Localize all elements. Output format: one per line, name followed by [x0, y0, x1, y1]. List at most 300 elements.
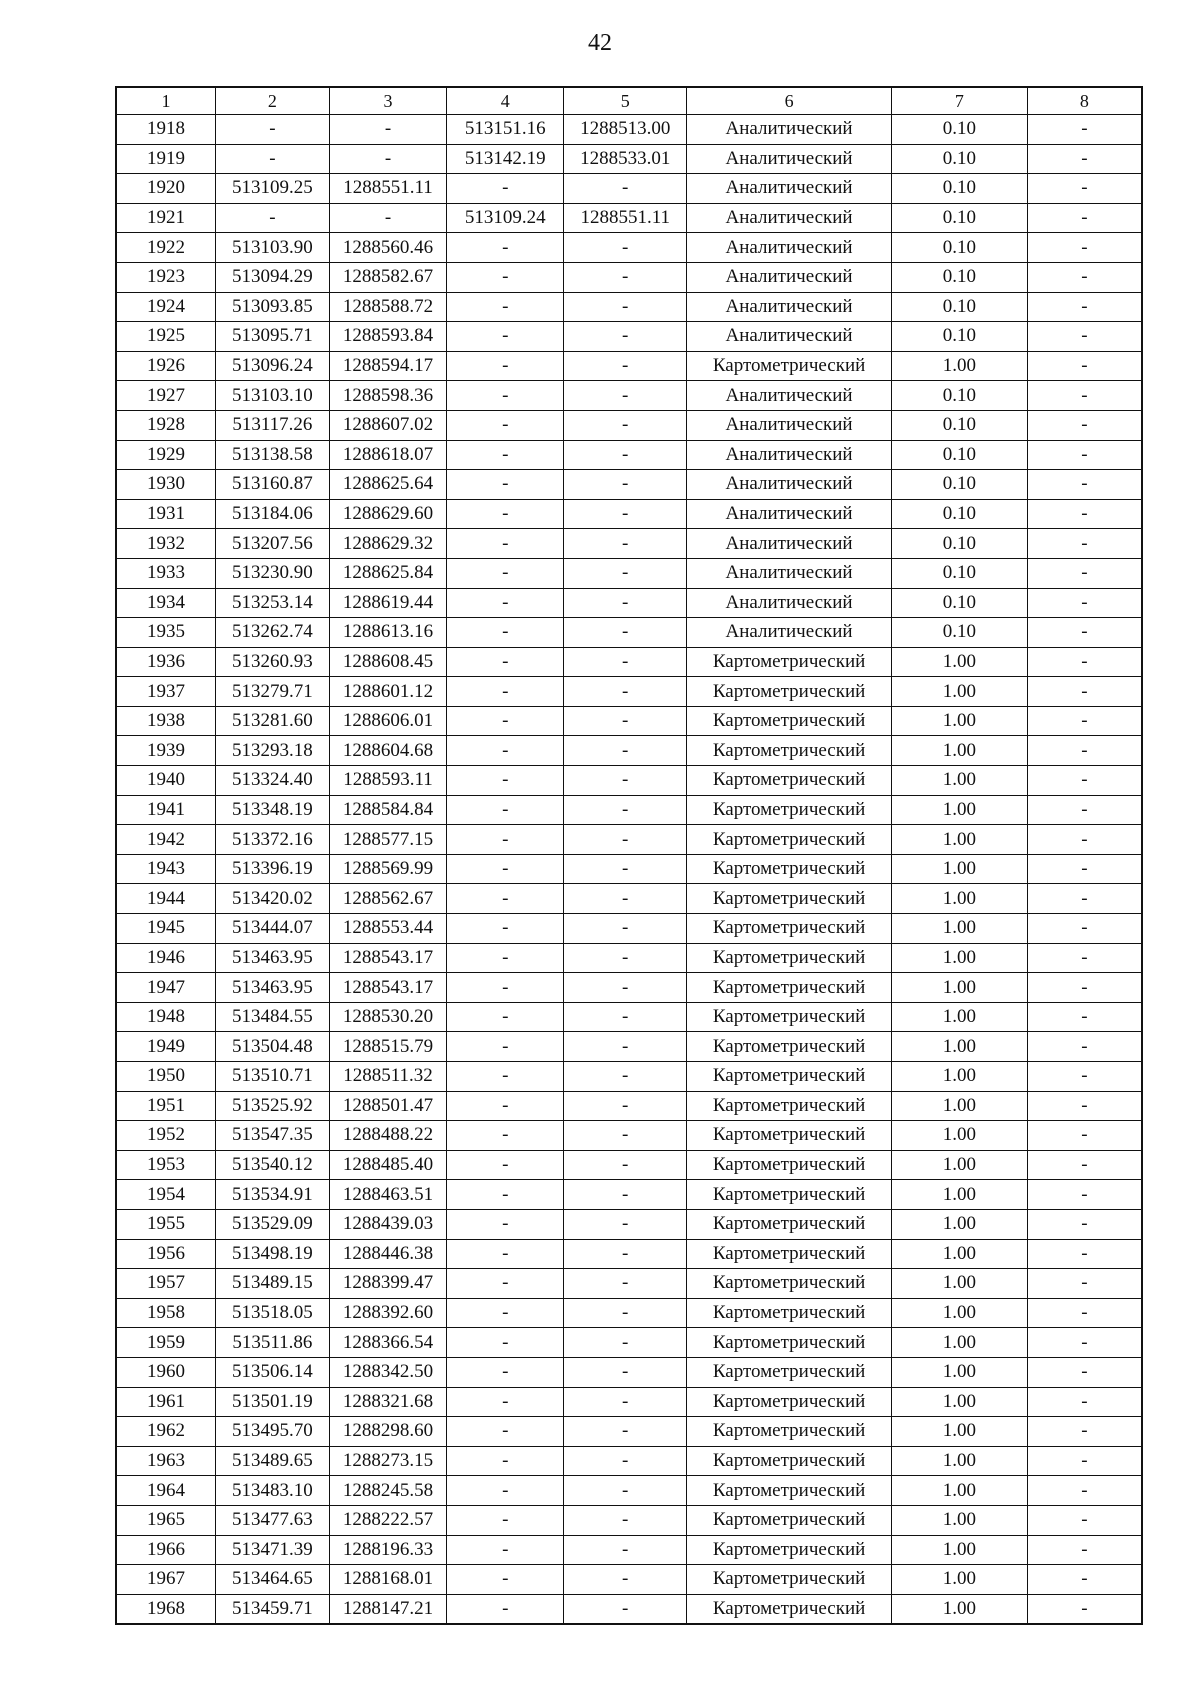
cell-note: - [1027, 1239, 1142, 1269]
cell-method: Аналитический [687, 558, 892, 588]
cell-y-coordinate-alt: - [564, 174, 687, 204]
cell-x-coordinate-alt: - [447, 1002, 564, 1032]
cell-y-coordinate-alt: - [564, 1091, 687, 1121]
cell-x-coordinate: 513396.19 [216, 854, 330, 884]
cell-y-coordinate: 1288222.57 [329, 1505, 447, 1535]
cell-note: - [1027, 115, 1142, 145]
table-row [116, 1091, 1142, 1121]
cell-point-number: 1936 [116, 647, 216, 677]
cell-method: Картометрический [687, 1209, 892, 1239]
table-row [116, 174, 1142, 204]
cell-note: - [1027, 973, 1142, 1003]
cell-point-number: 1937 [116, 677, 216, 707]
cell-x-coordinate-alt: - [447, 499, 564, 529]
table-row [116, 440, 1142, 470]
cell-x-coordinate: 513518.05 [216, 1298, 330, 1328]
cell-method: Картометрический [687, 351, 892, 381]
cell-x-coordinate: 513260.93 [216, 647, 330, 677]
cell-accuracy: 1.00 [891, 1002, 1027, 1032]
cell-y-coordinate: 1288625.84 [329, 558, 447, 588]
cell-x-coordinate-alt: - [447, 1505, 564, 1535]
cell-y-coordinate-alt: - [564, 1180, 687, 1210]
cell-y-coordinate: 1288629.32 [329, 529, 447, 559]
cell-note: - [1027, 410, 1142, 440]
cell-method: Картометрический [687, 854, 892, 884]
cell-accuracy: 1.00 [891, 766, 1027, 796]
cell-point-number: 1924 [116, 292, 216, 322]
cell-note: - [1027, 677, 1142, 707]
cell-y-coordinate: 1288515.79 [329, 1032, 447, 1062]
cell-point-number: 1921 [116, 203, 216, 233]
cell-y-coordinate-alt: - [564, 766, 687, 796]
cell-x-coordinate: 513534.91 [216, 1180, 330, 1210]
cell-y-coordinate-alt: - [564, 647, 687, 677]
cell-x-coordinate-alt: - [447, 1298, 564, 1328]
cell-y-coordinate: 1288321.68 [329, 1387, 447, 1417]
table-row [116, 1062, 1142, 1092]
cell-note: - [1027, 706, 1142, 736]
cell-note: - [1027, 1298, 1142, 1328]
cell-x-coordinate: 513444.07 [216, 914, 330, 944]
cell-x-coordinate: 513483.10 [216, 1476, 330, 1506]
table-row [116, 322, 1142, 352]
cell-x-coordinate-alt: - [447, 973, 564, 1003]
cell-x-coordinate: 513293.18 [216, 736, 330, 766]
cell-point-number: 1940 [116, 766, 216, 796]
cell-note: - [1027, 854, 1142, 884]
cell-note: - [1027, 884, 1142, 914]
cell-x-coordinate-alt: - [447, 588, 564, 618]
cell-y-coordinate-alt: - [564, 558, 687, 588]
cell-method: Картометрический [687, 825, 892, 855]
cell-note: - [1027, 795, 1142, 825]
cell-method: Аналитический [687, 470, 892, 500]
cell-note: - [1027, 1328, 1142, 1358]
cell-point-number: 1932 [116, 529, 216, 559]
cell-point-number: 1964 [116, 1476, 216, 1506]
cell-point-number: 1925 [116, 322, 216, 352]
page-number: 42 [588, 30, 612, 56]
cell-note: - [1027, 618, 1142, 648]
cell-point-number: 1931 [116, 499, 216, 529]
table-row [116, 736, 1142, 766]
cell-accuracy: 0.10 [891, 144, 1027, 174]
cell-note: - [1027, 647, 1142, 677]
table-row [116, 262, 1142, 292]
table-row [116, 1121, 1142, 1151]
cell-point-number: 1938 [116, 706, 216, 736]
cell-y-coordinate: 1288446.38 [329, 1239, 447, 1269]
cell-point-number: 1958 [116, 1298, 216, 1328]
cell-method: Картометрический [687, 736, 892, 766]
cell-accuracy: 0.10 [891, 410, 1027, 440]
table-row [116, 292, 1142, 322]
cell-accuracy: 1.00 [891, 677, 1027, 707]
cell-y-coordinate: 1288298.60 [329, 1417, 447, 1447]
coordinates-table [115, 86, 1143, 1625]
cell-y-coordinate-alt: - [564, 1269, 687, 1299]
cell-y-coordinate-alt: - [564, 795, 687, 825]
cell-x-coordinate-alt: - [447, 1269, 564, 1299]
cell-method: Картометрический [687, 766, 892, 796]
cell-y-coordinate-alt: - [564, 1298, 687, 1328]
cell-x-coordinate: 513477.63 [216, 1505, 330, 1535]
cell-method: Картометрический [687, 647, 892, 677]
cell-x-coordinate-alt: - [447, 1594, 564, 1624]
cell-x-coordinate-alt: - [447, 1150, 564, 1180]
cell-y-coordinate: - [329, 144, 447, 174]
cell-accuracy: 1.00 [891, 1594, 1027, 1624]
cell-note: - [1027, 1565, 1142, 1595]
cell-y-coordinate-alt: - [564, 1505, 687, 1535]
cell-y-coordinate: 1288582.67 [329, 262, 447, 292]
cell-x-coordinate: 513504.48 [216, 1032, 330, 1062]
cell-note: - [1027, 440, 1142, 470]
cell-x-coordinate-alt: - [447, 1357, 564, 1387]
cell-x-coordinate: 513262.74 [216, 618, 330, 648]
cell-note: - [1027, 1032, 1142, 1062]
cell-x-coordinate-alt: - [447, 618, 564, 648]
cell-y-coordinate: 1288196.33 [329, 1535, 447, 1565]
cell-point-number: 1928 [116, 410, 216, 440]
cell-note: - [1027, 1269, 1142, 1299]
cell-x-coordinate: 513096.24 [216, 351, 330, 381]
cell-accuracy: 1.00 [891, 825, 1027, 855]
cell-point-number: 1919 [116, 144, 216, 174]
cell-y-coordinate: 1288629.60 [329, 499, 447, 529]
cell-note: - [1027, 203, 1142, 233]
cell-accuracy: 0.10 [891, 588, 1027, 618]
cell-x-coordinate-alt: - [447, 736, 564, 766]
cell-y-coordinate: 1288147.21 [329, 1594, 447, 1624]
column-header: 4 [447, 87, 564, 115]
cell-method: Аналитический [687, 292, 892, 322]
cell-accuracy: 1.00 [891, 706, 1027, 736]
cell-point-number: 1945 [116, 914, 216, 944]
table-row [116, 351, 1142, 381]
cell-method: Картометрический [687, 914, 892, 944]
table-row [116, 914, 1142, 944]
cell-y-coordinate-alt: - [564, 1387, 687, 1417]
table-row [116, 1180, 1142, 1210]
cell-y-coordinate-alt: - [564, 736, 687, 766]
cell-y-coordinate-alt: 1288551.11 [564, 203, 687, 233]
cell-y-coordinate: 1288606.01 [329, 706, 447, 736]
cell-y-coordinate: 1288608.45 [329, 647, 447, 677]
cell-point-number: 1933 [116, 558, 216, 588]
cell-y-coordinate-alt: 1288513.00 [564, 115, 687, 145]
cell-x-coordinate-alt: - [447, 1121, 564, 1151]
cell-x-coordinate: 513484.55 [216, 1002, 330, 1032]
cell-point-number: 1955 [116, 1209, 216, 1239]
cell-x-coordinate-alt: - [447, 647, 564, 677]
cell-note: - [1027, 1150, 1142, 1180]
cell-accuracy: 0.10 [891, 115, 1027, 145]
cell-accuracy: 1.00 [891, 1476, 1027, 1506]
cell-method: Картометрический [687, 1357, 892, 1387]
cell-accuracy: 1.00 [891, 854, 1027, 884]
cell-x-coordinate: 513184.06 [216, 499, 330, 529]
cell-accuracy: 1.00 [891, 1505, 1027, 1535]
cell-y-coordinate-alt: - [564, 1150, 687, 1180]
table-row [116, 677, 1142, 707]
cell-x-coordinate: 513109.25 [216, 174, 330, 204]
cell-y-coordinate: 1288245.58 [329, 1476, 447, 1506]
cell-y-coordinate: 1288593.84 [329, 322, 447, 352]
cell-y-coordinate-alt: - [564, 1357, 687, 1387]
cell-method: Аналитический [687, 588, 892, 618]
cell-x-coordinate: 513281.60 [216, 706, 330, 736]
column-header: 7 [891, 87, 1027, 115]
cell-x-coordinate-alt: - [447, 677, 564, 707]
column-header: 1 [116, 87, 216, 115]
cell-accuracy: 0.10 [891, 203, 1027, 233]
cell-accuracy: 0.10 [891, 292, 1027, 322]
cell-note: - [1027, 262, 1142, 292]
cell-point-number: 1961 [116, 1387, 216, 1417]
table-row [116, 1357, 1142, 1387]
table-row [116, 1476, 1142, 1506]
cell-note: - [1027, 470, 1142, 500]
cell-x-coordinate: 513463.95 [216, 943, 330, 973]
cell-point-number: 1930 [116, 470, 216, 500]
cell-note: - [1027, 233, 1142, 263]
cell-accuracy: 0.10 [891, 174, 1027, 204]
cell-note: - [1027, 174, 1142, 204]
header-row [116, 87, 1142, 115]
cell-x-coordinate: 513348.19 [216, 795, 330, 825]
cell-x-coordinate: 513279.71 [216, 677, 330, 707]
cell-y-coordinate: 1288553.44 [329, 914, 447, 944]
cell-x-coordinate-alt: - [447, 529, 564, 559]
cell-method: Картометрический [687, 943, 892, 973]
cell-point-number: 1934 [116, 588, 216, 618]
cell-accuracy: 1.00 [891, 1209, 1027, 1239]
cell-point-number: 1923 [116, 262, 216, 292]
table-row [116, 529, 1142, 559]
cell-accuracy: 1.00 [891, 1150, 1027, 1180]
cell-x-coordinate-alt: - [447, 1476, 564, 1506]
cell-point-number: 1927 [116, 381, 216, 411]
cell-method: Картометрический [687, 1298, 892, 1328]
cell-note: - [1027, 766, 1142, 796]
cell-note: - [1027, 499, 1142, 529]
cell-y-coordinate: 1288625.64 [329, 470, 447, 500]
cell-accuracy: 1.00 [891, 1239, 1027, 1269]
table-row [116, 1535, 1142, 1565]
cell-accuracy: 1.00 [891, 351, 1027, 381]
cell-method: Картометрический [687, 1150, 892, 1180]
cell-x-coordinate: 513547.35 [216, 1121, 330, 1151]
cell-method: Картометрический [687, 1535, 892, 1565]
cell-point-number: 1959 [116, 1328, 216, 1358]
cell-y-coordinate-alt: - [564, 1535, 687, 1565]
cell-y-coordinate-alt: - [564, 292, 687, 322]
cell-x-coordinate-alt: - [447, 1062, 564, 1092]
cell-x-coordinate: 513160.87 [216, 470, 330, 500]
cell-x-coordinate: 513230.90 [216, 558, 330, 588]
cell-x-coordinate: - [216, 203, 330, 233]
cell-y-coordinate-alt: - [564, 1565, 687, 1595]
table-row [116, 1387, 1142, 1417]
cell-y-coordinate-alt: - [564, 410, 687, 440]
cell-accuracy: 1.00 [891, 1387, 1027, 1417]
cell-method: Картометрический [687, 677, 892, 707]
cell-y-coordinate-alt: - [564, 854, 687, 884]
cell-x-coordinate-alt: - [447, 174, 564, 204]
table-row [116, 973, 1142, 1003]
cell-point-number: 1951 [116, 1091, 216, 1121]
cell-y-coordinate-alt: - [564, 677, 687, 707]
cell-x-coordinate-alt: - [447, 292, 564, 322]
cell-x-coordinate-alt: - [447, 1387, 564, 1417]
cell-note: - [1027, 351, 1142, 381]
cell-note: - [1027, 736, 1142, 766]
cell-accuracy: 1.00 [891, 973, 1027, 1003]
cell-point-number: 1946 [116, 943, 216, 973]
cell-point-number: 1926 [116, 351, 216, 381]
cell-y-coordinate-alt: - [564, 973, 687, 1003]
cell-y-coordinate: 1288399.47 [329, 1269, 447, 1299]
column-header: 6 [687, 87, 892, 115]
cell-y-coordinate: 1288439.03 [329, 1209, 447, 1239]
cell-y-coordinate-alt: - [564, 943, 687, 973]
cell-method: Аналитический [687, 115, 892, 145]
cell-x-coordinate: - [216, 115, 330, 145]
cell-x-coordinate: 513103.90 [216, 233, 330, 263]
cell-x-coordinate-alt: - [447, 351, 564, 381]
cell-point-number: 1962 [116, 1417, 216, 1447]
cell-note: - [1027, 1594, 1142, 1624]
column-header: 2 [216, 87, 330, 115]
cell-y-coordinate-alt: - [564, 1328, 687, 1358]
cell-x-coordinate-alt: - [447, 1239, 564, 1269]
cell-x-coordinate-alt: - [447, 706, 564, 736]
cell-accuracy: 1.00 [891, 1298, 1027, 1328]
cell-y-coordinate: 1288273.15 [329, 1446, 447, 1476]
cell-x-coordinate-alt: - [447, 766, 564, 796]
cell-accuracy: 1.00 [891, 1446, 1027, 1476]
cell-x-coordinate: 513253.14 [216, 588, 330, 618]
cell-x-coordinate: 513463.95 [216, 973, 330, 1003]
cell-accuracy: 1.00 [891, 884, 1027, 914]
cell-accuracy: 0.10 [891, 529, 1027, 559]
cell-point-number: 1939 [116, 736, 216, 766]
cell-accuracy: 0.10 [891, 233, 1027, 263]
cell-y-coordinate: 1288604.68 [329, 736, 447, 766]
cell-x-coordinate: - [216, 144, 330, 174]
table-row [116, 588, 1142, 618]
cell-y-coordinate: 1288463.51 [329, 1180, 447, 1210]
cell-y-coordinate-alt: - [564, 1446, 687, 1476]
cell-method: Картометрический [687, 973, 892, 1003]
cell-y-coordinate-alt: - [564, 440, 687, 470]
cell-x-coordinate: 513138.58 [216, 440, 330, 470]
cell-x-coordinate-alt: - [447, 943, 564, 973]
cell-x-coordinate: 513501.19 [216, 1387, 330, 1417]
cell-point-number: 1953 [116, 1150, 216, 1180]
cell-accuracy: 1.00 [891, 736, 1027, 766]
cell-accuracy: 1.00 [891, 943, 1027, 973]
cell-y-coordinate-alt: - [564, 262, 687, 292]
cell-method: Аналитический [687, 499, 892, 529]
cell-x-coordinate: 513372.16 [216, 825, 330, 855]
cell-method: Картометрический [687, 1239, 892, 1269]
cell-point-number: 1967 [116, 1565, 216, 1595]
cell-y-coordinate: 1288601.12 [329, 677, 447, 707]
cell-y-coordinate-alt: - [564, 618, 687, 648]
cell-x-coordinate: 513103.10 [216, 381, 330, 411]
cell-y-coordinate: 1288530.20 [329, 1002, 447, 1032]
cell-accuracy: 0.10 [891, 618, 1027, 648]
cell-y-coordinate-alt: - [564, 884, 687, 914]
cell-y-coordinate-alt: - [564, 499, 687, 529]
cell-point-number: 1968 [116, 1594, 216, 1624]
cell-method: Картометрический [687, 1476, 892, 1506]
cell-accuracy: 1.00 [891, 1091, 1027, 1121]
cell-y-coordinate: - [329, 203, 447, 233]
column-header: 5 [564, 87, 687, 115]
cell-method: Картометрический [687, 1594, 892, 1624]
cell-accuracy: 1.00 [891, 1328, 1027, 1358]
cell-note: - [1027, 1002, 1142, 1032]
cell-method: Картометрический [687, 1121, 892, 1151]
cell-x-coordinate-alt: - [447, 825, 564, 855]
cell-method: Картометрический [687, 1091, 892, 1121]
cell-note: - [1027, 292, 1142, 322]
table-row [116, 795, 1142, 825]
cell-note: - [1027, 1535, 1142, 1565]
cell-y-coordinate: 1288577.15 [329, 825, 447, 855]
table-header [116, 87, 1142, 115]
cell-y-coordinate: 1288392.60 [329, 1298, 447, 1328]
cell-x-coordinate-alt: - [447, 1328, 564, 1358]
cell-note: - [1027, 588, 1142, 618]
cell-accuracy: 0.10 [891, 499, 1027, 529]
cell-y-coordinate: 1288588.72 [329, 292, 447, 322]
cell-x-coordinate-alt: - [447, 262, 564, 292]
cell-accuracy: 0.10 [891, 440, 1027, 470]
cell-x-coordinate-alt: - [447, 1209, 564, 1239]
cell-y-coordinate-alt: - [564, 914, 687, 944]
cell-method: Картометрический [687, 1446, 892, 1476]
cell-y-coordinate: 1288619.44 [329, 588, 447, 618]
cell-accuracy: 0.10 [891, 558, 1027, 588]
table-row [116, 1594, 1142, 1624]
cell-method: Картометрический [687, 884, 892, 914]
cell-method: Картометрический [687, 1387, 892, 1417]
cell-accuracy: 1.00 [891, 1535, 1027, 1565]
cell-point-number: 1960 [116, 1357, 216, 1387]
cell-accuracy: 1.00 [891, 1180, 1027, 1210]
cell-method: Аналитический [687, 233, 892, 263]
cell-y-coordinate-alt: - [564, 706, 687, 736]
cell-y-coordinate-alt: - [564, 1121, 687, 1151]
cell-method: Аналитический [687, 618, 892, 648]
table-row [116, 1150, 1142, 1180]
cell-y-coordinate-alt: - [564, 351, 687, 381]
cell-x-coordinate-alt: - [447, 470, 564, 500]
cell-y-coordinate-alt: - [564, 1476, 687, 1506]
cell-x-coordinate-alt: - [447, 322, 564, 352]
cell-y-coordinate: 1288488.22 [329, 1121, 447, 1151]
cell-x-coordinate: 513459.71 [216, 1594, 330, 1624]
cell-y-coordinate: - [329, 115, 447, 145]
cell-point-number: 1922 [116, 233, 216, 263]
cell-x-coordinate-alt: - [447, 1535, 564, 1565]
cell-x-coordinate-alt: - [447, 1446, 564, 1476]
cell-point-number: 1965 [116, 1505, 216, 1535]
